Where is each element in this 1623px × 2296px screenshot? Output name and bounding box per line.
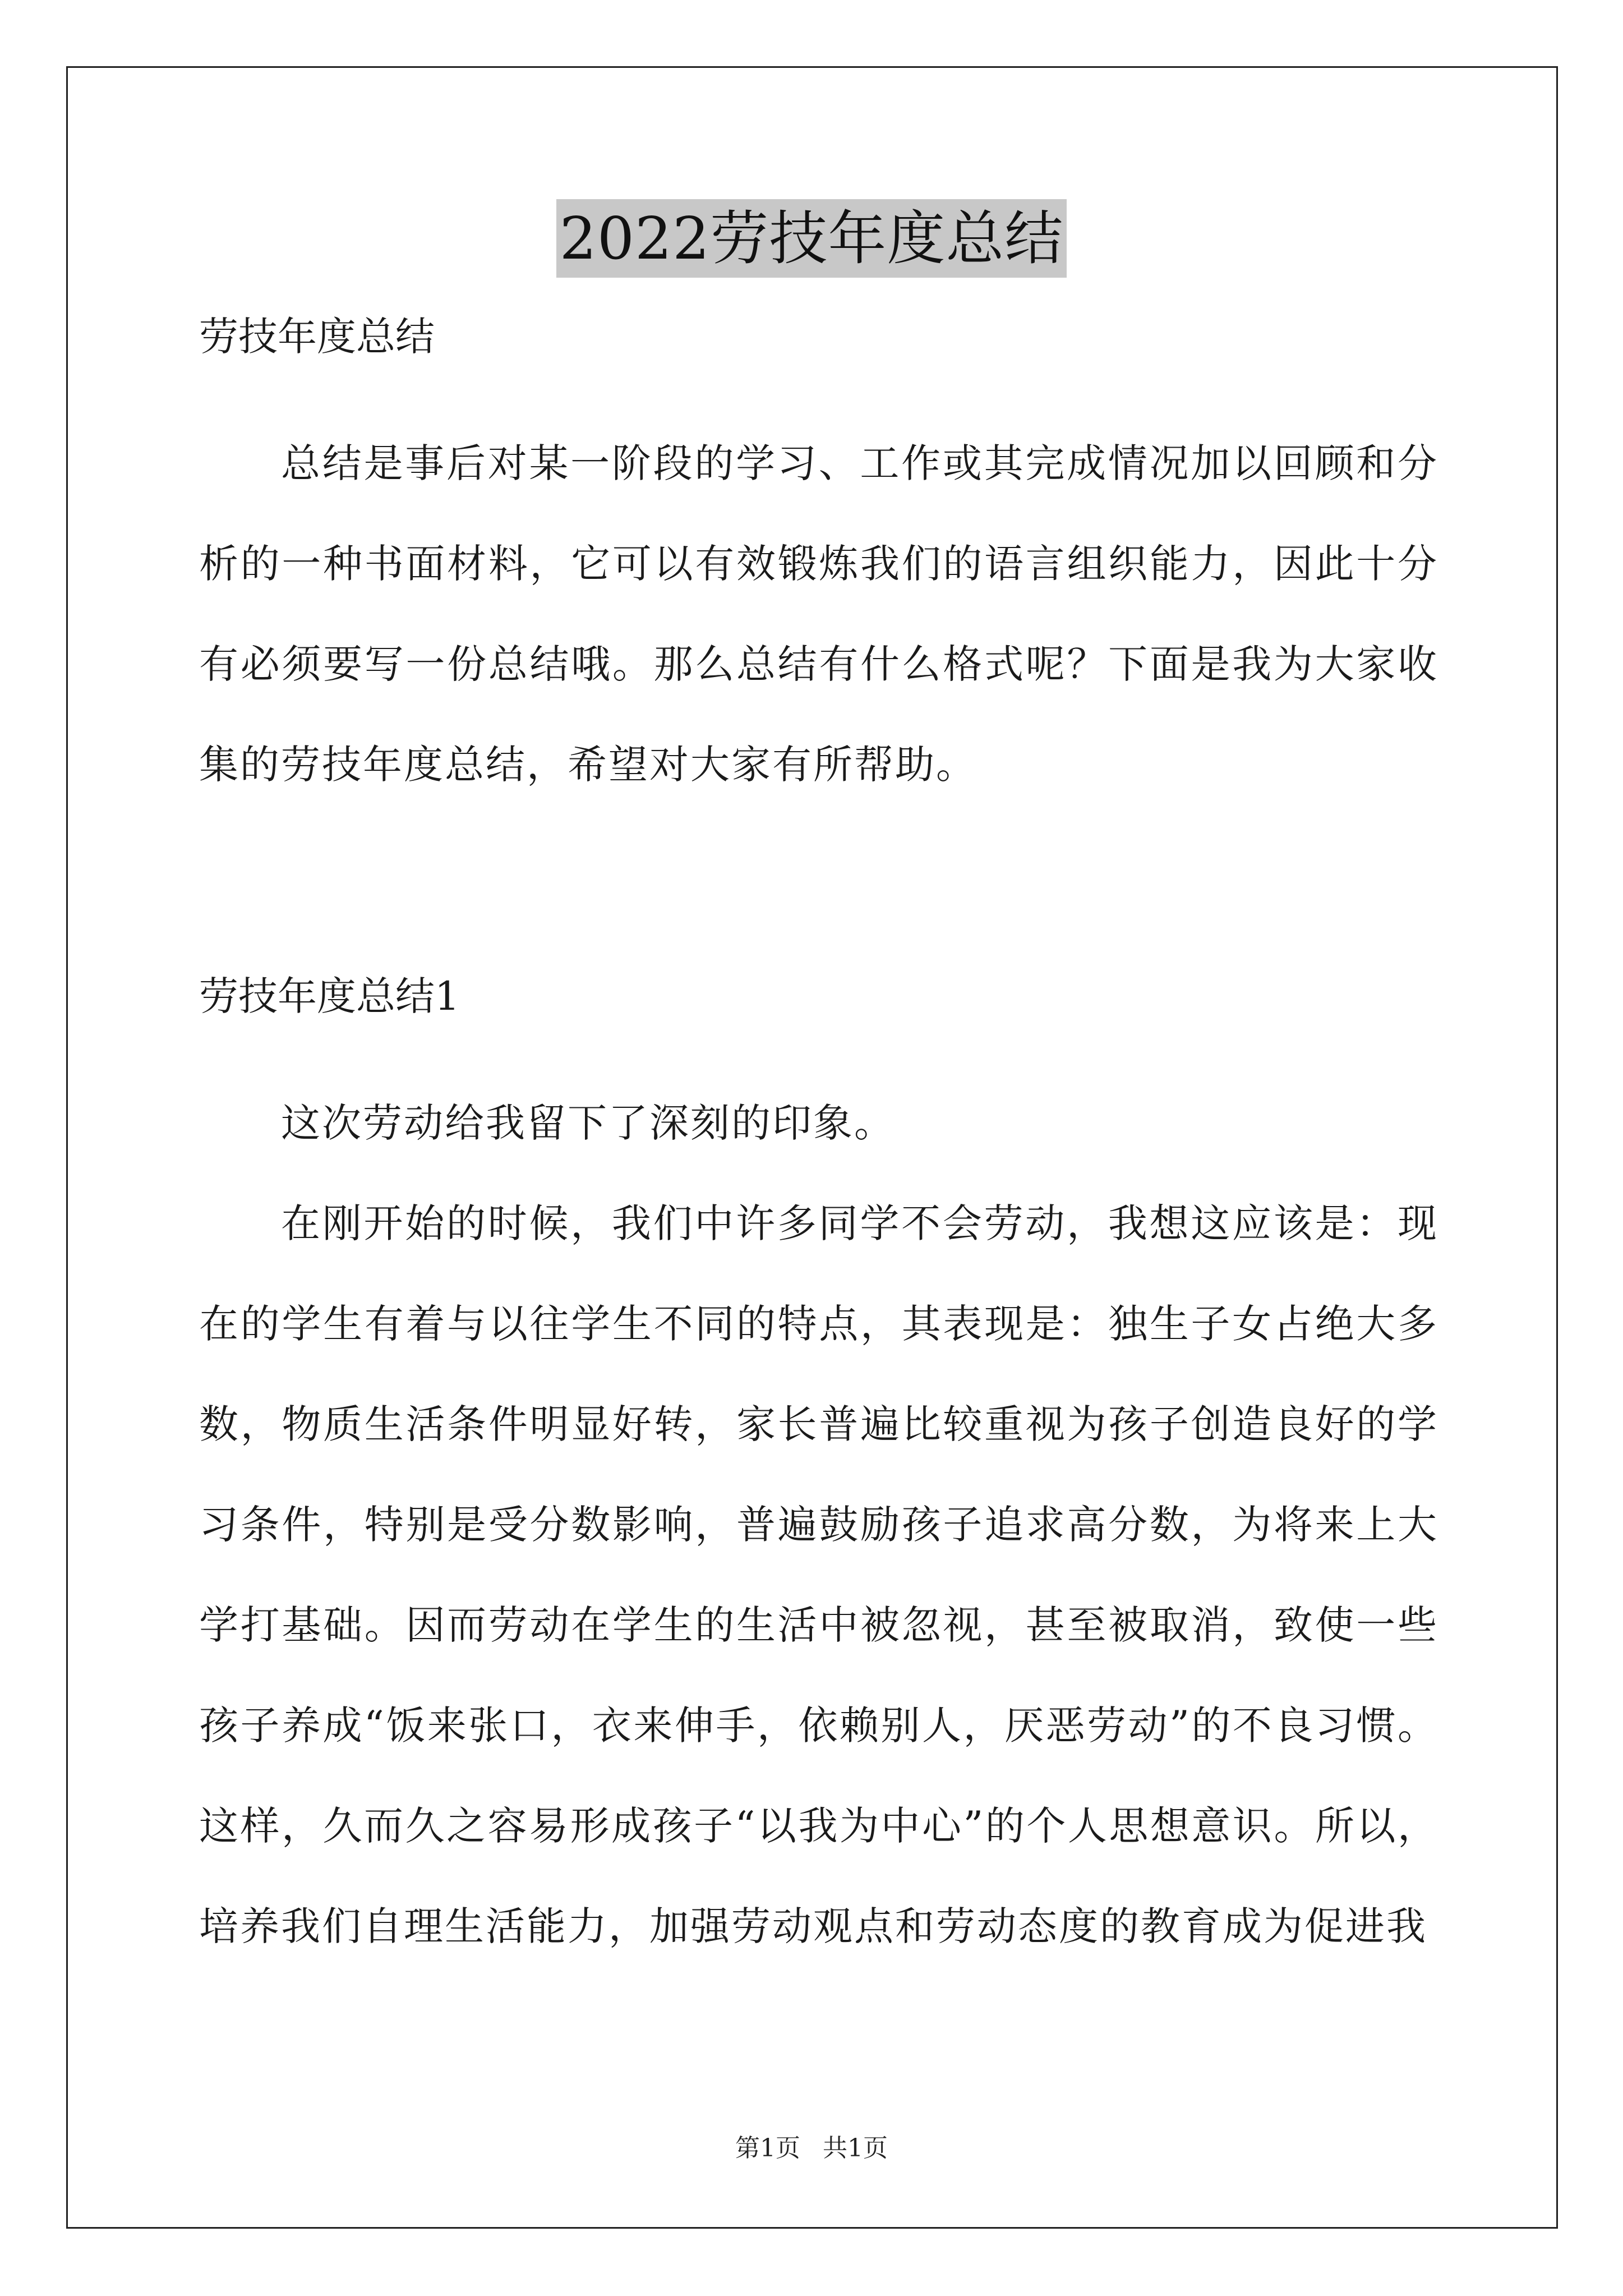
main-heading: 劳技年度总结	[199, 314, 435, 360]
page-number: 第1页	[735, 2134, 800, 2162]
section-heading: 劳技年度总结1	[199, 973, 460, 1019]
section-paragraph-1: 这次劳动给我留下了深刻的印象。	[281, 1100, 895, 1146]
section-paragraph-2: 在刚开始的时候，我们中许多同学不会劳动，我想这应该是：现在的学生有着与以往学生不同的特点，其表现是：独生子女占绝大多数，物质生活条件明显好转，家长普遍比较重视为孩子创造良好的学习条件，特别是受分数影响，普遍鼓励孩子追求高分数，为将来上大学打基础。因而劳动在学生的生活中被忽视，甚至被取消，致使一些孩子养成“饭来张口，衣来伸手，依赖别人，厌恶劳动”的不良习惯。这样，久而久之容易形成孩子“以我为中心”的个人思想意识。所以，培养我们自理生活能力，加强劳动观点和劳动态度的教育成为促进我	[199, 1200, 1438, 1949]
page-total: 共1页	[823, 2134, 888, 2162]
document-body	[199, 311, 1438, 1977]
intro-paragraph: 总结是事后对某一阶段的学习、工作或其完成情况加以回顾和分析的一种书面材料，它可以有效锻炼我们的语言组织能力，因此十分有必须要写一份总结哦。那么总结有什么格式呢？下面是我为大家收集的劳技年度总结，希望对大家有所帮助。	[199, 440, 1438, 788]
document-title: 2022劳技年度总结	[556, 199, 1067, 278]
title-wrap	[0, 199, 1623, 278]
page-footer	[0, 2132, 1623, 2165]
